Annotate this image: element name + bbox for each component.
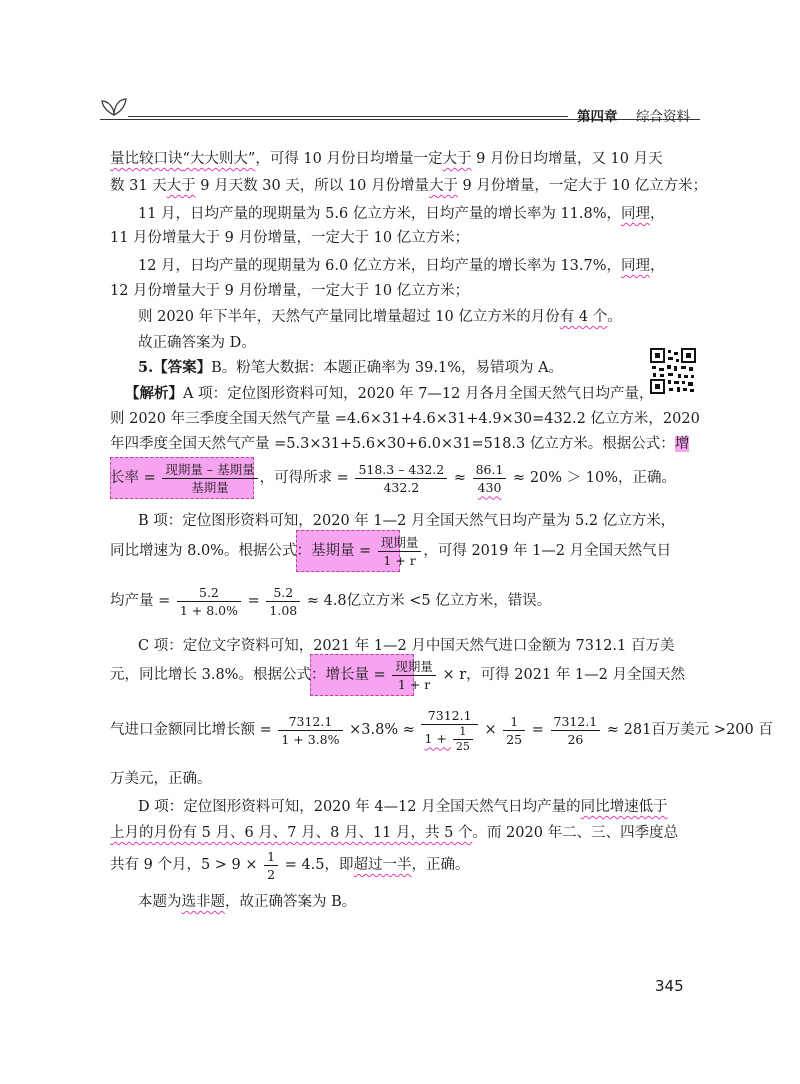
denominator: 25 [503, 730, 525, 748]
text: × r [437, 667, 467, 683]
text: 长率 = [110, 470, 161, 486]
text: ， [650, 258, 665, 274]
numerator: 5.2 [273, 584, 294, 600]
fraction [278, 713, 342, 748]
text: ，可得 2019 年 1—2 月全国天然气日 [423, 543, 672, 559]
text: × [479, 722, 502, 738]
numerator: 现期量 [395, 658, 433, 674]
text-line: 则 2020 年三季度全国天然气产量 =4.6×31+4.6×31+4.9×30=432.2 亿立方米，2020 [110, 411, 700, 427]
text-line: C 项：定位文字资料可知，2021 年 1—2 月中国天然气进口金额为 7312.1 百万美 [138, 638, 675, 654]
text: ×3.8% ≈ [344, 722, 420, 738]
text: 11 月，日均产量的现期量为 5.6 亿立方米，日均产量的增长率为 11.8%， [138, 206, 622, 222]
formula-line [110, 533, 671, 569]
text: ，可得所求 = [259, 470, 354, 486]
header-rule-upper [128, 116, 568, 117]
wavy-text: 量比较口诀 [110, 151, 183, 167]
wavy-text: 选非题 [181, 894, 225, 910]
wavy-text: 同比增速低于 [580, 799, 668, 815]
leaf-ornament-icon [100, 95, 128, 119]
numerator: 1 [510, 713, 519, 729]
formula-line [110, 705, 773, 755]
highlight-text: 增 [674, 436, 690, 452]
text: ≈ 4.8亿立方米 <5 亿立方米，错误。 [302, 593, 552, 609]
text-line [110, 175, 707, 197]
text: 1 + [424, 730, 451, 746]
text: 气进口金额同比增长额 = [110, 722, 277, 738]
text: 增长量 = [325, 667, 391, 683]
denominator: 1.08 [266, 601, 300, 619]
fraction [162, 461, 257, 496]
text-line [110, 433, 689, 455]
denominator: 基期量 [162, 478, 257, 496]
fraction [355, 461, 447, 496]
wavy-text: 大于 [428, 178, 458, 194]
fraction [473, 461, 507, 496]
numerator: 7312.1 [553, 713, 598, 729]
numerator: 现期量 [380, 534, 419, 550]
text: 均产量 = [110, 593, 175, 609]
numerator: 1 [459, 724, 467, 738]
fraction [421, 707, 477, 754]
denominator: 1 + 8.0% [177, 601, 241, 619]
fraction [392, 658, 436, 693]
fraction [551, 713, 601, 748]
text: 元，同比增长 3.8%。根据公式： [110, 667, 326, 683]
text-line: 万美元，正确。 [110, 771, 212, 787]
numerator: 5.2 [199, 584, 219, 600]
wavy-text: 有 4 个 [559, 309, 608, 325]
text: = [243, 593, 265, 609]
denominator: 25 [453, 739, 473, 754]
text: ， [650, 206, 665, 222]
text-line [110, 822, 678, 844]
text: ≈ [449, 470, 471, 486]
chapter-label: 第四章 [577, 109, 618, 125]
text-line [125, 383, 653, 405]
text: 同比增速为 8.0%。根据公式： [110, 543, 311, 559]
fraction [503, 713, 525, 748]
text-line [138, 306, 622, 328]
wavy-text: 同理 [621, 206, 651, 222]
numerator: 86.1 [475, 461, 504, 477]
text: A 项：定位图形资料可知，2020 年 7—12 月各月全国天然气日均产量， [183, 386, 654, 402]
fraction [264, 848, 278, 883]
text: ，可得 10 月份日均增量一定 [255, 151, 443, 167]
text: 则 2020 年下半年，天然气产量同比增量超过 10 亿立方米的月份 [138, 309, 560, 325]
numerator: 现期量 – 基期量 [165, 461, 255, 477]
text: ，正确。 [411, 857, 470, 873]
text: 9 月份日均增量，又 10 月天 [471, 151, 663, 167]
text-line [138, 891, 356, 913]
denominator: 1 + r [378, 551, 422, 569]
text: 本题为 [138, 894, 182, 910]
formula-line [110, 845, 470, 885]
text: D 项：定位图形资料可知，2020 年 4—12 月全国天然气日均产量的 [138, 799, 581, 815]
text-line [138, 796, 668, 818]
section-label: 综合资料 [636, 109, 690, 125]
fraction [453, 725, 473, 754]
denominator: 2 [264, 865, 278, 883]
text-line [138, 255, 665, 277]
denominator [421, 724, 477, 754]
text-line: 12 月份增量大于 9 月份增量，一定大于 10 亿立方米； [110, 283, 470, 299]
denominator: 432.2 [355, 478, 447, 496]
text: 年四季度全国天然气产量 =5.3×31+5.6×30+6.0×31=518.3 亿立方米。根据公式： [110, 436, 675, 452]
wavy-text: 超过一半 [353, 857, 412, 873]
text: 12 月，日均产量的现期量为 6.0 亿立方米，日均产量的增长率为 13.7%， [138, 258, 622, 274]
analysis-label: 【解析】 [125, 385, 183, 402]
answer-label: 5.【答案】 [138, 359, 212, 376]
formula-line [110, 460, 676, 496]
fraction [378, 534, 422, 569]
text: ，故正确答案为 B。 [225, 894, 357, 910]
formula-line [110, 583, 551, 619]
page-number: 345 [655, 977, 684, 995]
text: ≈ 281百万美元 >200 百 [602, 722, 773, 738]
numerator: 7312.1 [427, 707, 472, 723]
qr-code-icon [650, 348, 696, 394]
denominator: 1 + r [392, 675, 436, 693]
text: 9 月份增量，一定大于 10 亿立方米； [457, 178, 708, 194]
denominator: 430 [473, 478, 507, 496]
text: 9 月天数 30 天，所以 10 月份增量 [195, 178, 429, 194]
denominator: 26 [551, 730, 601, 748]
wavy-text: 大于 [442, 151, 472, 167]
text: 数 31 天 [110, 178, 167, 194]
text-line: 11 月份增量大于 9 月份增量，一定大于 10 亿立方米； [110, 230, 470, 246]
text: 共有 9 个月，5 > 9 × [110, 857, 263, 873]
numerator: 7312.1 [288, 713, 333, 729]
text-line [138, 203, 665, 225]
wavy-text: 同理 [621, 258, 651, 274]
denominator: 1 + 3.8% [278, 730, 342, 748]
text: 。而 2020 年二、三、四季度总 [472, 825, 679, 841]
wavy-text: 大于 [166, 178, 196, 194]
text-line: B 项：定位图形资料可知，2020 年 1—2 月全国天然气日均产量为 5.2 亿立方米， [138, 513, 676, 529]
text: ≈ 20% ＞ 10%，正确。 [508, 470, 676, 486]
text-line [110, 148, 663, 170]
text-line [138, 357, 563, 379]
wavy-text: “大大则大” [182, 151, 256, 167]
text: = [527, 722, 549, 738]
formula-line [110, 657, 685, 693]
text-line: 故正确答案为 D。 [138, 335, 256, 351]
numerator: 518.3 – 432.2 [358, 461, 445, 477]
fraction [177, 584, 241, 619]
text: B。粉笔大数据：本题正确率为 39.1%，易错项为 A。 [211, 360, 564, 376]
text: ，可得 2021 年 1—2 月全国天然 [466, 667, 685, 683]
numerator: 1 [267, 848, 276, 864]
text: 。 [607, 309, 622, 325]
wavy-text: 上月的月份有 5 月、6 月、7 月、8 月、11 月，共 5 个 [110, 825, 473, 841]
text: = 4.5，即 [280, 857, 354, 873]
fraction [266, 584, 300, 619]
text: 基期量 = [310, 543, 376, 559]
